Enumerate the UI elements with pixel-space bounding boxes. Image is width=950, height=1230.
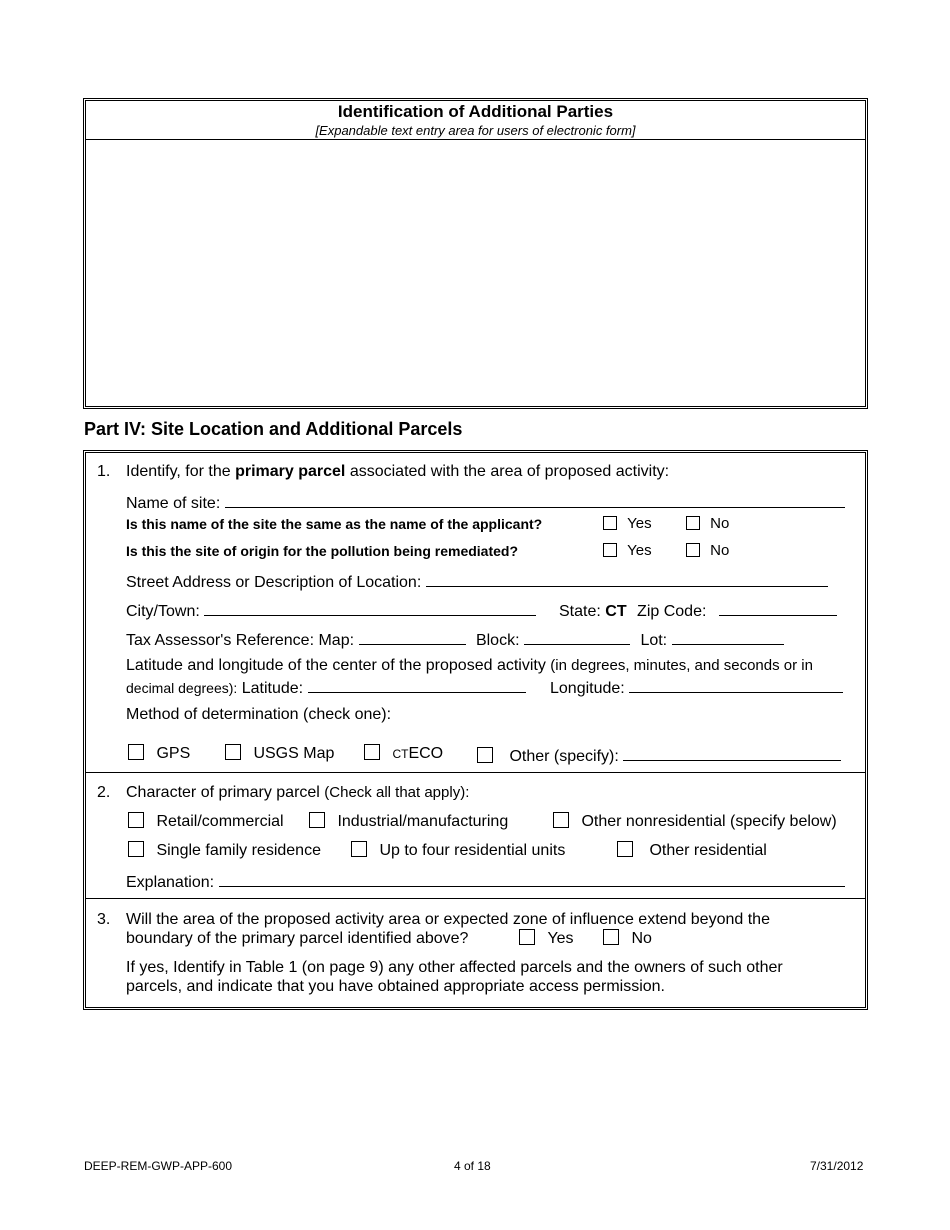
method-gps-option[interactable]: GPS [128,744,190,763]
q3-no-checkbox[interactable] [603,929,619,945]
q3-line2: boundary of the primary parcel identified above? [126,930,469,947]
street-row [126,570,828,592]
other-res-checkbox[interactable] [617,841,633,857]
origin-no-checkbox[interactable] [686,543,700,557]
latlong-line2: decimal degrees): Latitude: [126,676,526,698]
same-name-no-option[interactable]: No [686,515,729,533]
method-usgs-checkbox[interactable] [225,744,241,760]
additional-parties-subtitle: [Expandable text entry area for users of electronic form] [315,123,636,138]
q3-note-line2: parcels, and indicate that you have obtained appropriate access permission. [126,978,665,995]
q3-line1: Will the area of the proposed activity area or expected zone of influence extend beyond the [126,911,770,928]
additional-parties-text-area[interactable] [87,141,864,405]
other-res-option[interactable]: Other residential [617,841,767,860]
latitude-field[interactable] [308,676,526,693]
additional-parties-divider [86,139,865,140]
method-gps-checkbox[interactable] [128,744,144,760]
tax-map-field[interactable] [359,628,466,645]
street-label: Street Address or Description of Location: [126,574,422,591]
footer-page-number: 4 of 18 [454,1159,491,1173]
single-family-checkbox[interactable] [128,841,144,857]
tax-map-label: Tax Assessor's Reference: Map: [126,632,355,649]
q2-number: 2. [97,784,111,801]
q2-q3-divider [86,898,865,899]
name-of-site-row [126,491,845,513]
longitude-group [550,676,843,698]
method-other-option: Other (specify): [477,744,841,766]
name-of-site-field[interactable] [225,491,845,508]
longitude-field[interactable] [629,676,843,693]
same-name-no-checkbox[interactable] [686,516,700,530]
city-label: City/Town: [126,603,200,620]
additional-parties-title: Identification of Additional Parties [337,102,614,121]
latitude-label: Latitude: [241,680,304,697]
q1-prompt: Identify, for the primary parcel associated with the area of proposed activity: [126,463,670,480]
industrial-option[interactable]: Industrial/manufacturing [309,812,508,831]
method-cteco-option[interactable]: CTECO [364,744,443,764]
longitude-label: Longitude: [550,680,625,697]
explanation-row [126,870,845,892]
q1-number: 1. [97,463,111,480]
block-field[interactable] [524,628,630,645]
retail-option[interactable]: Retail/commercial [128,812,284,831]
same-name-question: Is this name of the site the same as the name of the applicant? [126,516,543,532]
lot-field[interactable] [672,628,784,645]
method-other-field[interactable] [623,744,841,761]
q2-prompt: Character of primary parcel (Check all that apply): [126,784,470,801]
city-row [126,599,536,621]
lot-label: Lot: [640,632,668,649]
q3-yes-checkbox[interactable] [519,929,535,945]
zip-field[interactable] [719,599,837,616]
same-name-yes-option[interactable]: Yes [603,515,652,533]
state-zip-row [559,599,837,621]
method-label: Method of determination (check one): [126,706,392,723]
q3-note-line1: If yes, Identify in Table 1 (on page 9) any other affected parcels and the owners of such other [126,959,783,976]
tax-row [126,628,784,650]
state-label: State: [559,603,601,620]
part4-heading: Part IV: Site Location and Additional Parcels [84,419,463,439]
origin-question: Is this the site of origin for the pollution being remediated? [126,543,519,559]
state-value: CT [605,603,627,620]
up-to-four-checkbox[interactable] [351,841,367,857]
q3-number: 3. [97,911,111,928]
city-field[interactable] [204,599,536,616]
up-to-four-option[interactable]: Up to four residential units [351,841,565,860]
method-usgs-option[interactable]: USGS Map [225,744,334,763]
origin-yes-option[interactable]: Yes [603,542,652,560]
latlong-line1: Latitude and longitude of the center of the proposed activity (in degrees, minutes, and seconds or in [126,657,813,674]
other-nonres-checkbox[interactable] [553,812,569,828]
q1-q2-divider [86,772,865,773]
explanation-label: Explanation: [126,874,215,891]
single-family-option[interactable]: Single family residence [128,841,321,860]
name-of-site-label: Name of site: [126,495,221,512]
block-label: Block: [475,632,520,649]
origin-no-option[interactable]: No [686,542,729,560]
footer-form-id: DEEP-REM-GWP-APP-600 [84,1159,233,1173]
same-name-yes-checkbox[interactable] [603,516,617,530]
zip-label: Zip Code: [637,603,707,620]
footer-date: 7/31/2012 [810,1159,864,1173]
retail-checkbox[interactable] [128,812,144,828]
explanation-field[interactable] [219,870,845,887]
street-field[interactable] [426,570,828,587]
method-other-checkbox[interactable] [477,747,493,763]
origin-yes-checkbox[interactable] [603,543,617,557]
industrial-checkbox[interactable] [309,812,325,828]
other-nonres-option[interactable]: Other nonresidential (specify below) [553,812,837,831]
method-cteco-checkbox[interactable] [364,744,380,760]
q3-no-option[interactable]: No [603,929,652,948]
q3-yes-option[interactable]: Yes [519,929,574,948]
